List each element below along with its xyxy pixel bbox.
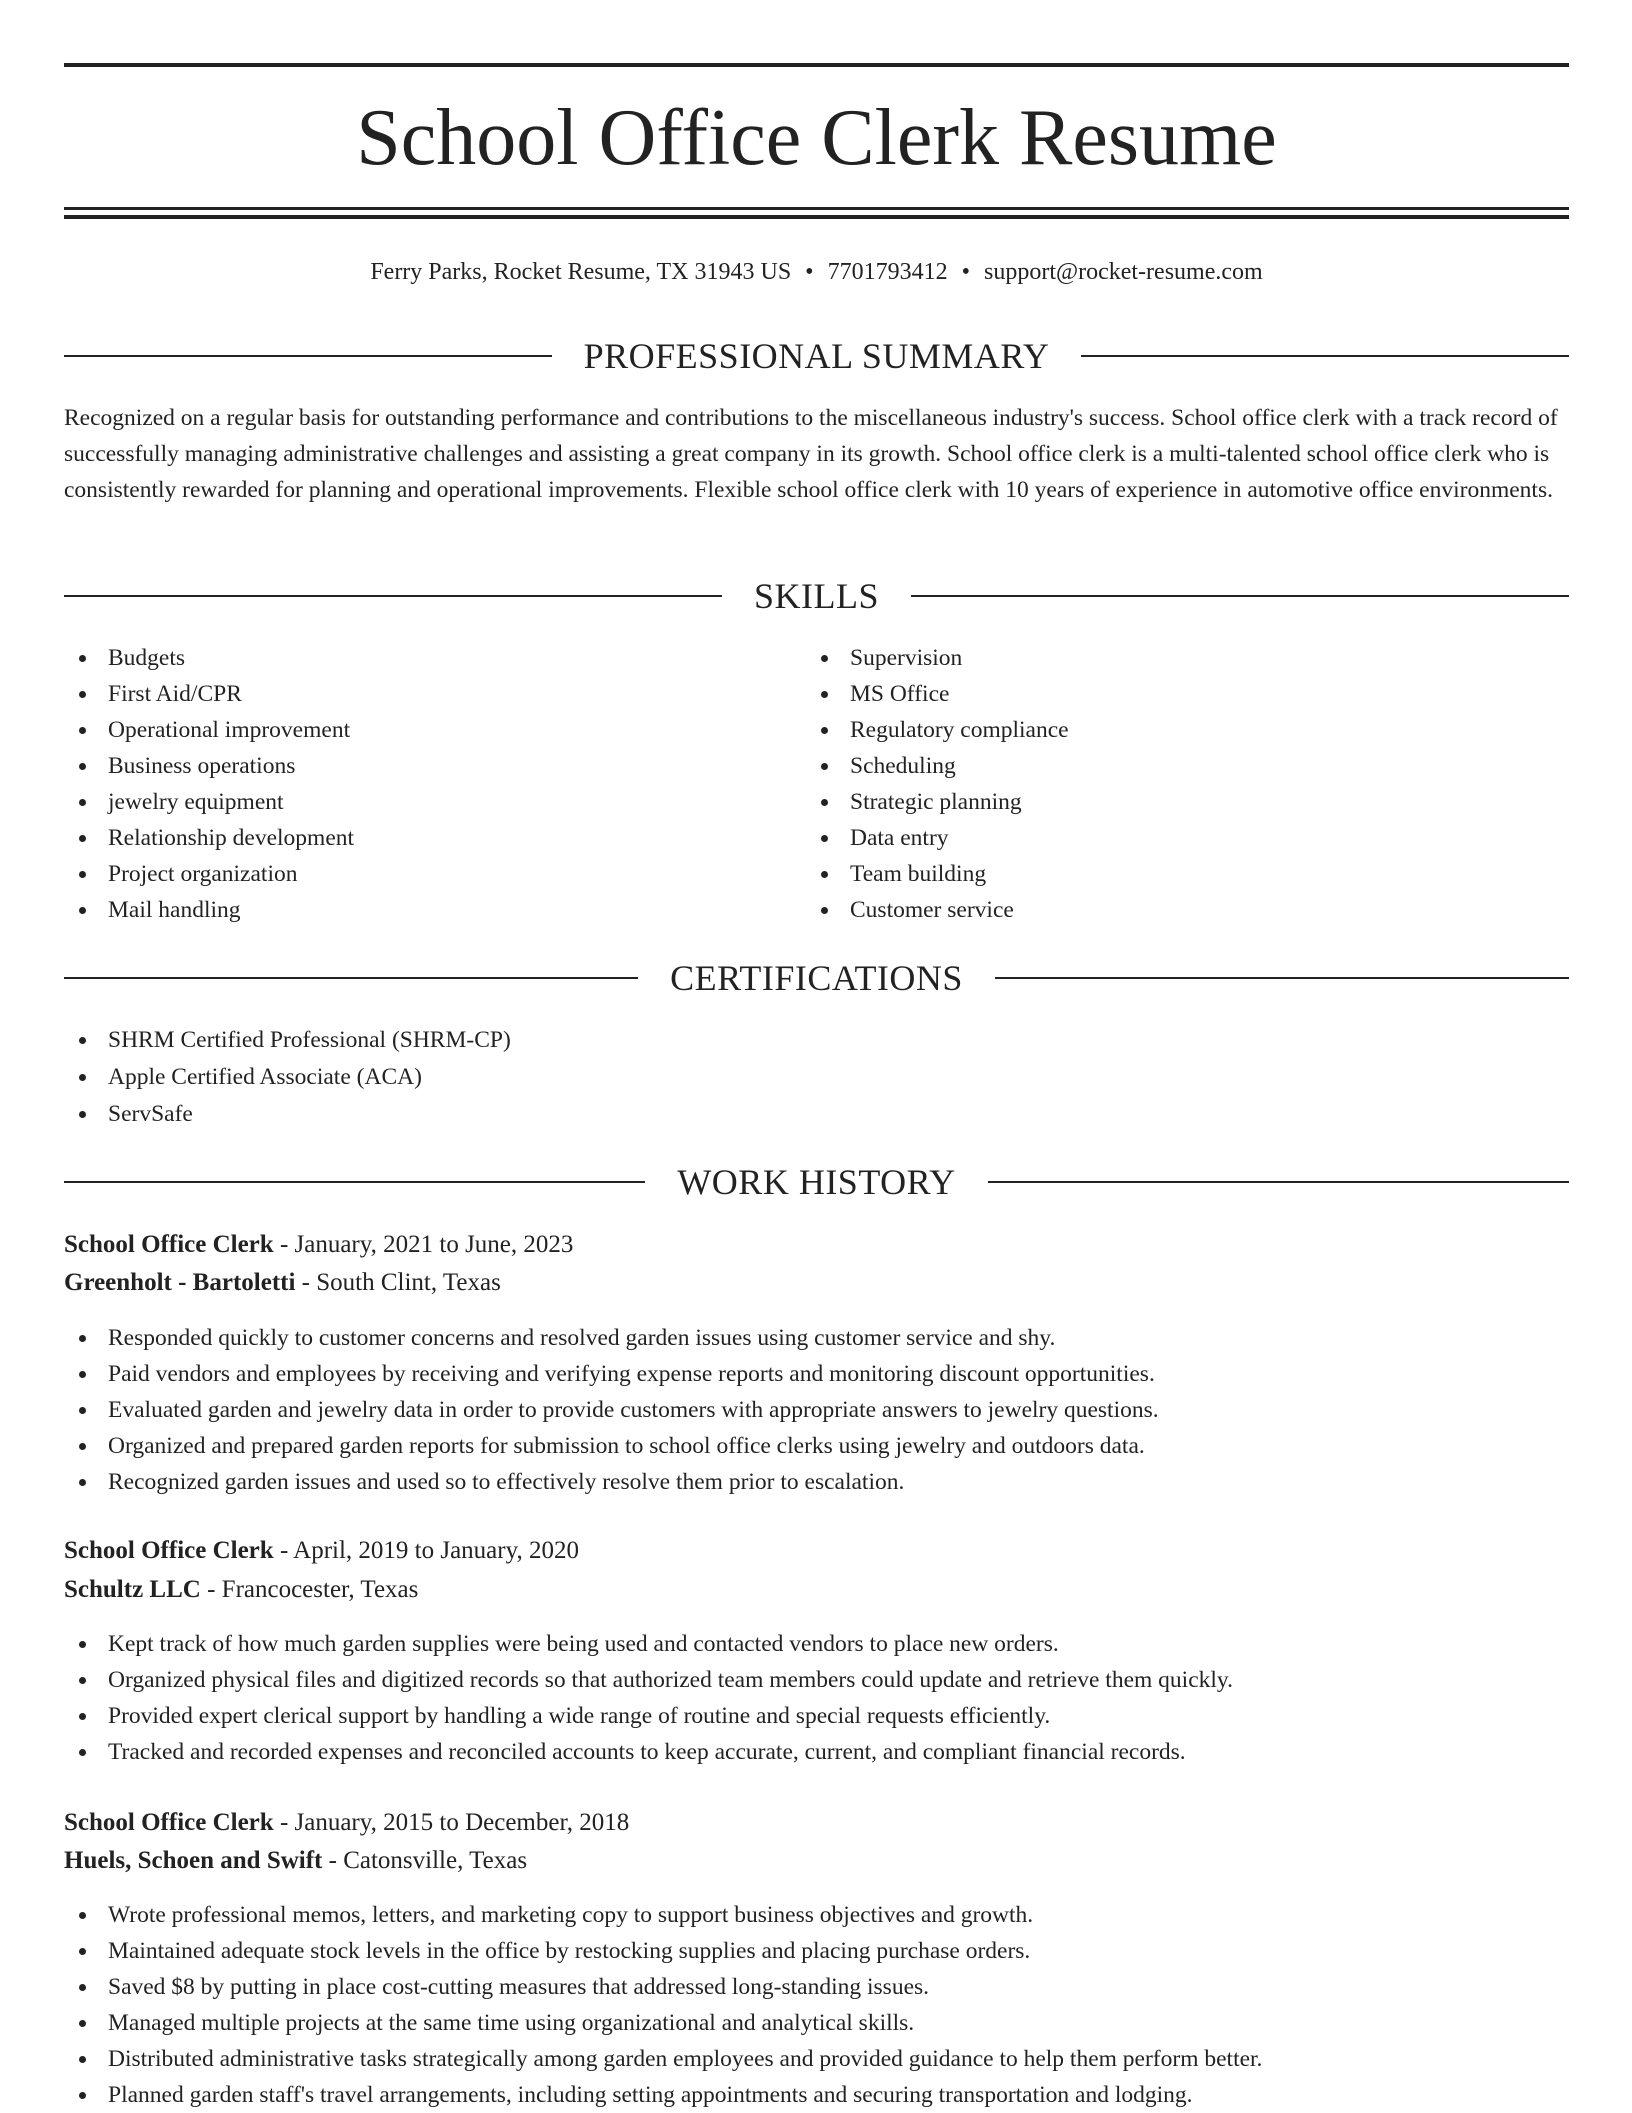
- title-rule-lower: [64, 215, 1569, 219]
- work-section-header: [64, 1160, 1569, 1204]
- skill-item: Supervision: [806, 640, 1546, 676]
- summary-text: Recognized on a regular basis for outstanding performance and contributions to the miscellaneous industry's success. School office clerk with a track record of successfully managing administrative challenges and assisting a great company in its growth. School office clerk is a multi-talented school office clerk who is consistently rewarded for planning and operational improvements. Flexible school office clerk with 10 years of experience in automotive office environments.: [64, 405, 1558, 503]
- skill-item: MS Office: [806, 676, 1546, 712]
- skill-item: Scheduling: [806, 748, 1546, 784]
- job-location: - South Clint, Texas: [295, 1269, 501, 1296]
- certifications-heading: CERTIFICATIONS: [670, 958, 963, 998]
- title-rule-upper: [64, 207, 1569, 210]
- job-bullet: Managed multiple projects at the same time using organizational and analytical skills.: [64, 2005, 1569, 2041]
- skills-section-header: [64, 574, 1569, 618]
- job-bullet: Responded quickly to customer concerns and resolved garden issues using customer service and shy.: [64, 1320, 1569, 1356]
- job-title-line: [64, 1804, 1569, 1842]
- certifications-list: [64, 1022, 1569, 1133]
- contact-line: [64, 254, 1569, 290]
- skills-list-right: [806, 640, 1546, 928]
- job-company-line: [64, 1264, 1569, 1302]
- certification-item: ServSafe: [64, 1096, 1569, 1133]
- job-title: School Office Clerk: [64, 1809, 274, 1836]
- skill-item: Budgets: [64, 640, 804, 676]
- skills-list-left: [64, 640, 804, 928]
- job-dates: - January, 2015 to December, 2018: [273, 1809, 630, 1836]
- section-rule-right: [995, 977, 1569, 979]
- certification-item: SHRM Certified Professional (SHRM-CP): [64, 1022, 1569, 1059]
- certifications-section-header: [64, 956, 1569, 1000]
- job-bullet: Saved $8 by putting in place cost-cutting measures that addressed long-standing issues.: [64, 1969, 1569, 2005]
- job-company-line: [64, 1571, 1569, 1609]
- contact-separator: •: [961, 259, 970, 285]
- job-bullet: Organized and prepared garden reports for submission to school office clerks using jewelry and outdoors data.: [64, 1428, 1569, 1464]
- job-title-line: [64, 1226, 1569, 1264]
- section-rule-right: [911, 595, 1569, 597]
- skill-item: Relationship development: [64, 820, 804, 856]
- job-bullet: Tracked and recorded expenses and reconciled accounts to keep accurate, current, and compliant financial records.: [64, 1734, 1569, 1770]
- section-rule-left: [64, 595, 722, 597]
- section-rule-right: [1081, 355, 1569, 357]
- skill-item: Team building: [806, 856, 1546, 892]
- job-company: Schultz LLC: [64, 1576, 201, 1603]
- job-company-line: [64, 1842, 1569, 1880]
- job-company: Greenholt - Bartoletti: [64, 1269, 296, 1296]
- job-bullet: Wrote professional memos, letters, and marketing copy to support business objectives and growth.: [64, 1897, 1569, 1933]
- job-location: - Catonsville, Texas: [322, 1847, 528, 1874]
- resume-title: School Office Clerk Resume: [356, 94, 1277, 182]
- job-dates: - January, 2021 to June, 2023: [273, 1231, 574, 1258]
- job-bullet: Provided expert clerical support by handling a wide range of routine and special requests efficiently.: [64, 1698, 1569, 1734]
- skill-item: Operational improvement: [64, 712, 804, 748]
- job-bullet: Recognized garden issues and used so to effectively resolve them prior to escalation.: [64, 1464, 1569, 1500]
- job-bullet: Kept track of how much garden supplies were being used and contacted vendors to place new orders.: [64, 1626, 1569, 1662]
- job-bullets: [64, 1320, 1569, 1500]
- top-rule: [64, 63, 1569, 67]
- job-bullet: Distributed administrative tasks strategically among garden employees and provided guidance to help them perform better.: [64, 2041, 1569, 2077]
- skill-item: Mail handling: [64, 892, 804, 928]
- contact-email: support@rocket-resume.com: [983, 259, 1263, 285]
- skill-item: First Aid/CPR: [64, 676, 804, 712]
- skill-item: Regulatory compliance: [806, 712, 1546, 748]
- skill-item: Business operations: [64, 748, 804, 784]
- contact-phone: 7701793412: [827, 259, 948, 285]
- job-bullet: Maintained adequate stock levels in the office by restocking supplies and placing purchase orders.: [64, 1933, 1569, 1969]
- job-bullet: Planned garden staff's travel arrangements, including setting appointments and securing transportation and lodging.: [64, 2077, 1569, 2113]
- job-company: Huels, Schoen and Swift: [64, 1847, 323, 1874]
- job-bullets: [64, 1626, 1569, 1770]
- summary-section-header: [64, 334, 1569, 378]
- job-bullets: [64, 1897, 1569, 2113]
- work-heading: WORK HISTORY: [677, 1162, 956, 1202]
- job-title: School Office Clerk: [64, 1537, 274, 1564]
- job-bullet: Organized physical files and digitized records so that authorized team members could update and retrieve them quickly.: [64, 1662, 1569, 1698]
- job-bullet: Paid vendors and employees by receiving and verifying expense reports and monitoring discount opportunities.: [64, 1356, 1569, 1392]
- section-rule-right: [988, 1181, 1569, 1183]
- job-title: School Office Clerk: [64, 1231, 274, 1258]
- contact-address: Ferry Parks, Rocket Resume, TX 31943 US: [370, 259, 792, 285]
- summary-heading: PROFESSIONAL SUMMARY: [583, 336, 1050, 376]
- skill-item: Data entry: [806, 820, 1546, 856]
- job-dates: - April, 2019 to January, 2020: [273, 1537, 579, 1564]
- skill-item: jewelry equipment: [64, 784, 804, 820]
- certification-item: Apple Certified Associate (ACA): [64, 1059, 1569, 1096]
- skill-item: Strategic planning: [806, 784, 1546, 820]
- job-location: - Francocester, Texas: [200, 1576, 419, 1603]
- section-rule-left: [64, 1181, 645, 1183]
- skill-item: Project organization: [64, 856, 804, 892]
- job-title-line: [64, 1532, 1569, 1570]
- section-rule-left: [64, 977, 638, 979]
- skill-item: Customer service: [806, 892, 1546, 928]
- contact-separator: •: [805, 259, 814, 285]
- job-bullet: Evaluated garden and jewelry data in order to provide customers with appropriate answers to jewelry questions.: [64, 1392, 1569, 1428]
- section-rule-left: [64, 355, 552, 357]
- skills-heading: SKILLS: [754, 576, 880, 616]
